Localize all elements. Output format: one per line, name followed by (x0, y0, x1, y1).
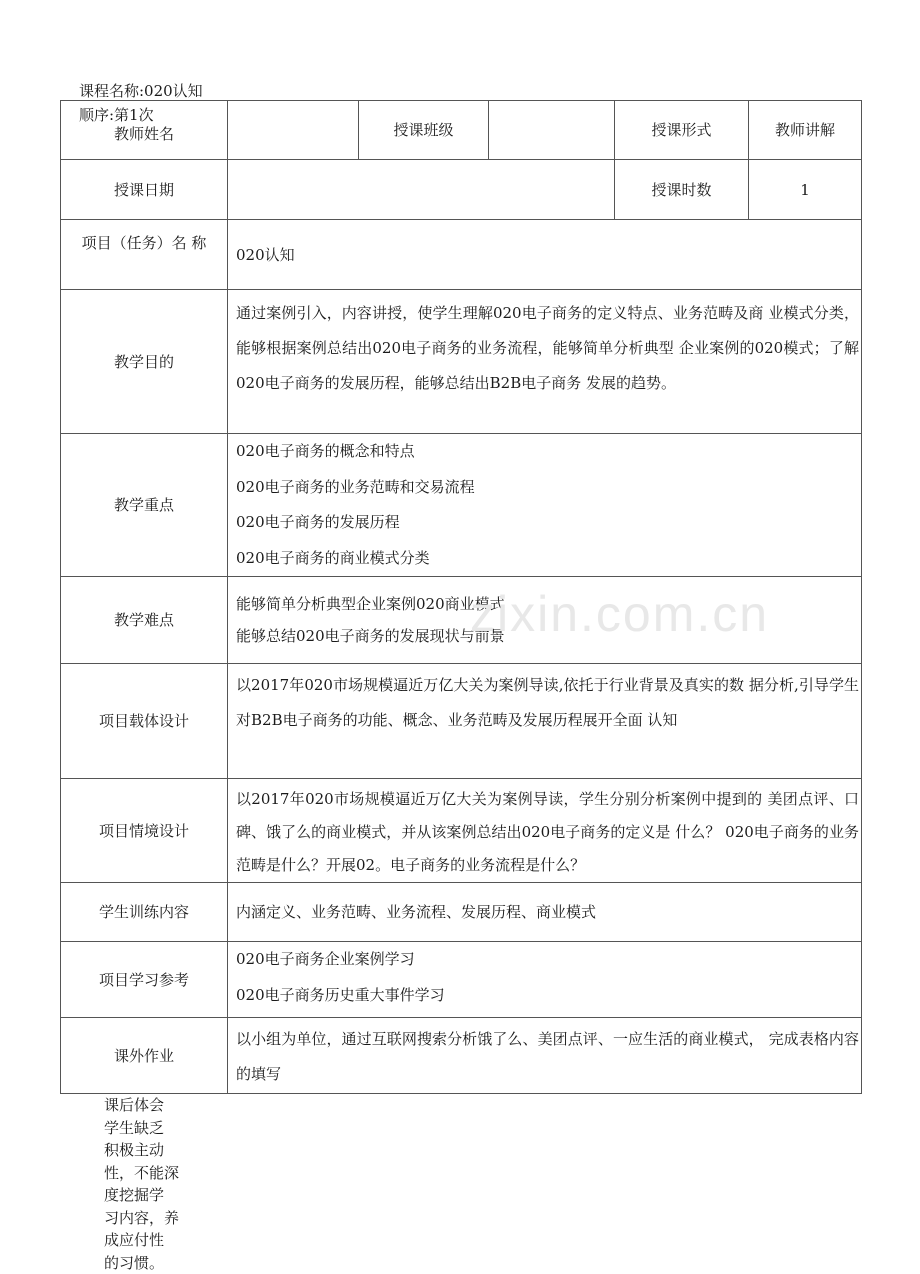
homework-label: 课外作业 (61, 1018, 228, 1094)
row-teacher (61, 101, 862, 160)
difficulty-list (228, 577, 862, 664)
row-key-points (61, 434, 862, 577)
teacher-name-value (228, 101, 359, 160)
lesson-order: 顺序:第1次 (79, 104, 154, 125)
carrier-label: 项目载体设计 (61, 664, 228, 779)
goal-cell (228, 290, 862, 434)
row-difficulty (61, 577, 862, 664)
reflection-line: 的习惯。 (104, 1252, 188, 1274)
reflection-line: 课后体会 (104, 1094, 188, 1117)
reference-item: 020电子商务企业案例学习 (236, 942, 859, 978)
homework-cell (228, 1018, 862, 1094)
date-label: 授课日期 (61, 160, 228, 220)
format-label: 授课形式 (615, 101, 749, 160)
project-label: 项目（任务）名 称 (61, 220, 228, 290)
reflection-line: 成应付性 (104, 1229, 188, 1252)
hours-label: 授课时数 (615, 160, 749, 220)
reference-list (228, 942, 862, 1018)
format-value: 教师讲解 (749, 101, 862, 160)
key-item: 020电子商务的发展历程 (236, 505, 859, 541)
hours-value: 1 (749, 160, 862, 220)
reflection-line: 性，不能深 (104, 1162, 188, 1185)
lesson-plan-table (60, 100, 862, 1094)
reflection-line: 习内容，养 (104, 1207, 188, 1230)
difficulty-item: 能够总结020电子商务的发展现状与前景 (236, 620, 859, 652)
homework-value: 以小组为单位，通过互联网搜索分析饿了么、美团点评、一应生活的商业模式， 完成表格内容的填写 (236, 1018, 859, 1092)
row-date (61, 160, 862, 220)
row-reference (61, 942, 862, 1018)
teacher-name-label: 教师姓名 (61, 101, 228, 160)
row-goal (61, 290, 862, 434)
after-class-reflection (104, 1094, 188, 1274)
row-carrier (61, 664, 862, 779)
row-scenario (61, 779, 862, 883)
scenario-value: 以2017年020市场规模逼近万亿大关为案例导读，学生分别分析案例中提到的 美团点评、口碑、饿了么的商业模式，并从该案例总结出020电子商务的定义是 什么？ 020电子商务的业务范畴是什么？开展02。电子商务的业务流程是什么？ (236, 779, 859, 882)
scenario-label: 项目情境设计 (61, 779, 228, 883)
class-value (489, 101, 615, 160)
reflection-line: 度挖掘学 (104, 1184, 188, 1207)
row-project (61, 220, 862, 290)
key-list (228, 434, 862, 577)
reflection-line: 积极主动 (104, 1139, 188, 1162)
key-item: 020电子商务的商业模式分类 (236, 541, 859, 577)
goal-value: 通过案例引入，内容讲授，使学生理解020电子商务的定义特点、业务范畴及商 业模式分类，能够根据案例总结出020电子商务的业务流程，能够简单分析典型 企业案例的020模式；了解020电子商务的发展历程，能够总结出B2B电子商务 发展的趋势。 (236, 290, 859, 411)
row-homework (61, 1018, 862, 1094)
training-label: 学生训练内容 (61, 883, 228, 942)
course-name: 课程名称:020认知 (79, 80, 203, 101)
goal-label: 教学目的 (61, 290, 228, 434)
reflection-line: 学生缺乏 (104, 1117, 188, 1140)
watermark: zixin.com.cn (470, 585, 769, 643)
row-training (61, 883, 862, 942)
class-label: 授课班级 (359, 101, 489, 160)
date-value (228, 160, 615, 220)
key-label: 教学重点 (61, 434, 228, 577)
training-value: 内涵定义、业务范畴、业务流程、发展历程、商业模式 (228, 883, 862, 942)
reference-item: 020电子商务历史重大事件学习 (236, 978, 859, 1014)
key-item: 020电子商务的概念和特点 (236, 434, 859, 470)
key-item: 020电子商务的业务范畴和交易流程 (236, 470, 859, 506)
carrier-value: 以2017年020市场规模逼近万亿大关为案例导读,依托于行业背景及真实的数 据分析,引导学生对B2B电子商务的功能、概念、业务范畴及发展历程展开全面 认知 (236, 664, 859, 748)
difficulty-label: 教学难点 (61, 577, 228, 664)
reference-label: 项目学习参考 (61, 942, 228, 1018)
scenario-cell (228, 779, 862, 883)
project-value: 020认知 (228, 220, 862, 290)
carrier-cell (228, 664, 862, 779)
difficulty-item: 能够简单分析典型企业案例020商业模式 (236, 588, 859, 620)
